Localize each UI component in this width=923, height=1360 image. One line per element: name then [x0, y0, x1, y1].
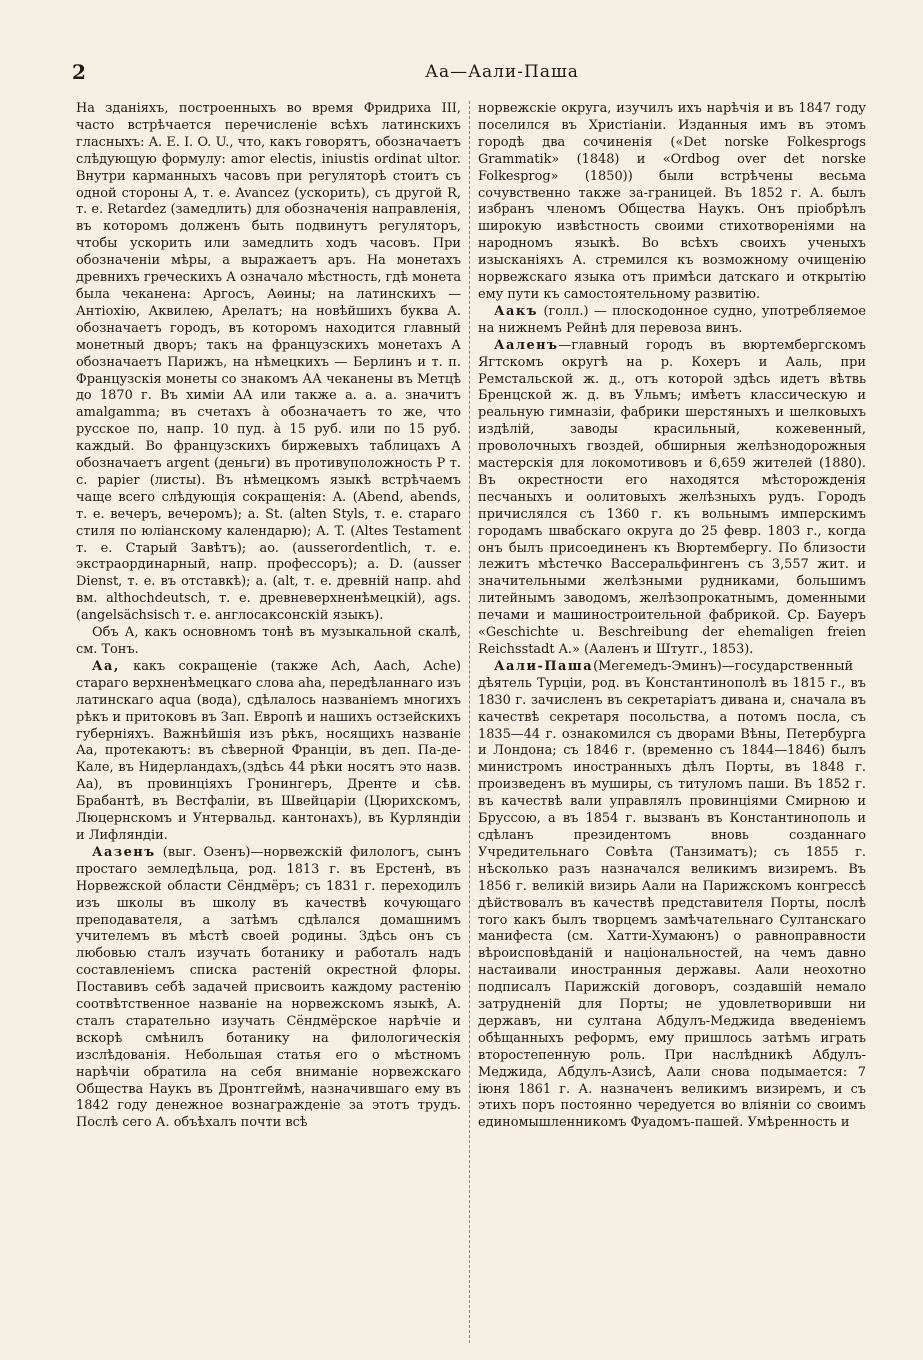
right-column: [478, 101, 866, 1132]
column-divider: [469, 101, 470, 1343]
continued-paragraph: норвежскіе округа, изучилъ ихъ нарѣчія и въ 1847 году поселился въ Христіаніи. Изданныя имъ въ этомъ городѣ два сочиненія («Det norske Folkesprogs Grammatik» (1848) и «Ordbog over det norske Folkesprog» (1850)) были встрѣчены весьма сочувственно также за-границей. Въ 1852 г. А. былъ избранъ членомъ Общества Наукъ. Онъ пріобрѣлъ широкую извѣстность своими стихотвореніями на народномъ языкѣ. Во всѣхъ своихъ ученыхъ изысканіяхъ А. стремился къ возможному очищенію норвежскаго языка отъ примѣси датскаго и открытію ему пути къ самостоятельному развитію.: [478, 101, 866, 302]
entry-aa: [76, 659, 461, 845]
intro-paragraph: На зданіяхъ, построенныхъ во время Фридриха III, часто встрѣчается перечисленіе всѣхъ латинскихъ гласныхъ: A. E. I. O. U., что, какъ говорятъ, обозначаетъ слѣдующую формулу: amor electis, iniustis ordinat ultor. Внутри карманныхъ часовъ при регуляторѣ стоитъ съ одной стороны А, т. е. Avancez (ускорить), съ другой R, т. е. Retardez (замедлить) для обозначенія направленія, въ которомъ долженъ быть подвинутъ регуляторъ, чтобы ускорить или замедлить ходъ часовъ. При обозначеніи мѣры, а выражаетъ аръ. На монетахъ древнихъ греческихъ А означало мѣстность, гдѣ монета была чеканена: Аргосъ, Аѳины; на латинскихъ — Антіохію, Аквилею, Арелатъ; на новѣйшихъ буква А. обозначаетъ городъ, въ которомъ находится главный монетный дворъ; такъ на французскихъ монетахъ А обозначаетъ Парижъ, на нѣмецкихъ — Берлинъ и т. п. Французскія монеты со знакомъ АА чеканены въ Метцѣ до 1870 г. Въ химіи АА или также а. а. а. значитъ amalgamma; въ счетахъ à обозначаетъ то же, что русское по, напр. 10 пуд. à 15 руб. или по 15 руб. каждый. Во французскихъ биржевыхъ таблицахъ А обозначаетъ argent (деньги) въ противуположность P т. с. papier (листы). Въ нѣмецкомъ языкѣ встрѣчаемъ чаще всего слѣдующія сокращенія: A. (Abend, abends, т. е. вечеръ, вечеромъ); a. St. (alten Styls, т. е. стараго стиля по юліанскому календарю); A. T. (Altes Testament т. е. Старый Завѣтъ); ao. (ausserordentlich, т. е. экстраординарный, напр. профессоръ); a. D. (ausser Dienst, т. е. въ отставкѣ); a. (alt, т. е. древній напр. ahd вм. althochdeutsch, т. е. древневерхненѣмецкій), ags. (angelsächsisch т. е. англосаксонскій языкъ).: [76, 101, 461, 624]
entry-aak: [478, 304, 866, 338]
left-column: [76, 101, 461, 1132]
entry-text: (Мегемедъ-Эминъ)—государственный дѣятель Турціи, род. въ Константинополѣ въ 1815 г., въ 1830 г. зачисленъ въ секретаріатъ дивана и, сначала въ качествѣ секретаря посольства, а потомъ посла, съ 1835—44 г. ознакомился съ дворами Вѣны, Петербурга и Лондона; съ 1846 г. (временно съ 1844—1846) былъ министромъ иностранныхъ дѣлъ Порты, въ 1848 г. произведенъ въ муширы, съ титуломъ паши. Въ 1852 г. въ качествѣ вали управлялъ провинціями Смирною и Бруссою, а въ 1854 г. вызванъ въ Константинополь и сдѣланъ президентомъ вновь созданнаго Учредительнаго Совѣта (Танзиматъ); съ 1855 г. нѣсколько разъ назначался великимъ визиремъ. Въ 1856 г. великій визирь Аали на Парижскомъ конгрессѣ дѣйствовалъ въ качествѣ представителя Порты, послѣ того какъ былъ творцемъ замѣчательнаго Султанскаго манифеста (см. Хатти-Хумаюнъ) о равноправности вѣроисповѣданій и національностей, на чемъ давно настаивали иностранныя державы. Аали неохотно подписалъ Парижскій договоръ, создавшій немало затрудненій для Порты; не удовлетворивши ни державъ, ни султана Абдулъ-Меджида введеніемъ обѣщанныхъ реформъ, ему пришлось затѣмъ играть второстепенную роль. При наслѣдникѣ Абдулъ-Меджида, Абдулъ-Азисѣ, Аали снова подымается: 7 іюня 1861 г. А. назначенъ великимъ визиремъ, и съ этихъ поръ постоянно чередуется во вліяніи со своимъ единомышленникомъ Фуадомъ-пашей. Умѣренность и: [478, 658, 866, 1131]
page-number: 2: [72, 60, 86, 84]
entry-headword: Аакъ: [494, 303, 539, 319]
entry-text: (голл.) — плоскодонное судно, употребляемое на нижнемъ Рейнѣ для перевоза винъ.: [478, 303, 866, 336]
page-header: [72, 60, 872, 88]
entry-text: какъ сокращеніе (также Ach, Aach, Ache) стараго верхненѣмецкаго слова aha, передѣланнаго изъ латинскаго aqua (вода), сдѣлалось названіемъ многихъ рѣкъ и притоковъ въ Зап. Европѣ и нашихъ остзейскихъ губерніяхъ. Важнѣйшія изъ рѣкъ, носящихъ названіе Аа, протекаютъ: въ сѣверной Франціи, въ деп. Па-де-Кале, въ Нидерландахъ,(здѣсь 44 рѣки носятъ это назв. Аа), въ провинціяхъ Гронингеръ, Дренте и сѣв. Брабантѣ, въ Вестфаліи, въ Швейцаріи (Цюрихскомъ, Люцернскомъ и Унтервальд. кантонахъ), въ Курляндіи и Лифляндіи.: [76, 658, 461, 843]
entry-headword: Аа,: [92, 658, 120, 674]
entry-aasen: [76, 845, 461, 1132]
tone-paragraph: Объ А, какъ основномъ тонѣ въ музыкальной скалѣ, см. Тонъ.: [76, 625, 461, 657]
entry-text: —главный городъ въ вюртембергскомъ Ягтскомъ округѣ на р. Кохеръ и Ааль, при Ремстальской ж. д., отъ которой здѣсь идетъ вѣтвь Бренцской ж. д. въ Ульмъ; имѣетъ классическую и реальную гимназіи, фабрики шерстяныхъ и шелковыхъ издѣлій, заводы красильный, кожевенный, проволочныхъ гвоздей, обширныя желѣзнодорожныя мастерскія для локомотивовъ и 6,659 жителей (1880). Въ окрестности его находятся мѣсторожденія песчаныхъ и оолитовыхъ желѣзныхъ рудъ. Городъ причислялся съ 1360 г. къ вольнымъ имперскимъ городамъ швабскаго округа до 25 февр. 1803 г., когда онъ былъ присоединенъ къ Вюртембергу. По близости лежитъ мѣстечко Вассеральфингенъ съ 3,557 жит. и значительными желѣзными рудниками, большимъ литейнымъ заводомъ, желѣзопрокатнымъ, доменными печами и машиностроительной фабрикой. Ср. Бауеръ «Geschichte u. Beschreibung der ehemaligen freien Reichsstadt A.» (Ааленъ и Штутг., 1853).: [478, 337, 866, 657]
running-head: Аа—Аали-Паша: [425, 62, 579, 82]
entry-headword: Аали-Паша: [494, 658, 594, 674]
entry-aalen: [478, 338, 866, 659]
entry-headword: Аазенъ: [92, 844, 156, 860]
entry-headword: Ааленъ: [494, 337, 559, 353]
entry-aali-pasha: [478, 659, 866, 1132]
entry-text: (выг. Озенъ)—норвежскій филологъ, сынъ простаго земледѣльца, род. 1813 г. въ Ерстенѣ, въ Норвежской области Сёндмёръ; съ 1831 г. переходилъ изъ школы въ школу въ качествѣ кочующаго преподавателя, а затѣмъ сдѣлался домашнимъ учителемъ въ мѣстѣ своей родины. Здѣсь онъ съ любовью сталъ изучать ботанику и работалъ надъ составленіемъ списка растеній окрестной флоры. Поставивъ себѣ задачей присвоить каждому растенію соотвѣтственное названіе на норвежскомъ языкѣ, А. сталъ старательно изучать Сёндмёрское нарѣчіе и вскорѣ смѣнилъ ботанику на филологическія изслѣдованія. Небольшая статья его о мѣстномъ нарѣчіи обратила на себя вниманіе норвежскаго Общества Наукъ въ Дронтгеймѣ, назначившаго ему въ 1842 году денежное вознагражденіе за этотъ трудъ. Послѣ сего А. объѣхалъ почти всѣ: [76, 844, 461, 1131]
